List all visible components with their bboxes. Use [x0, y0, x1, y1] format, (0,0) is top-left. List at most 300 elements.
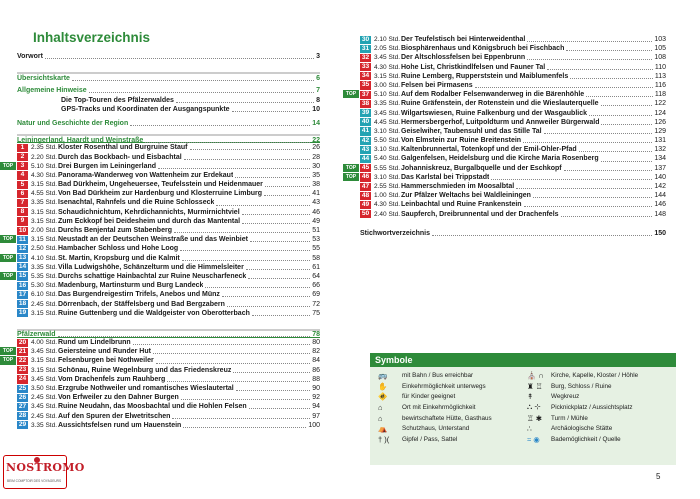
- toc-entry[interactable]: [360, 229, 666, 238]
- toc-entry-page: 3: [316, 53, 320, 60]
- tour-duration: 2.40 Std.: [374, 210, 401, 218]
- tour-entry[interactable]: [360, 81, 666, 90]
- spacer: [17, 61, 320, 66]
- tour-title: Hohe List, Christkindlfelsen und Fauner Tal: [401, 63, 546, 71]
- tour-duration: 3.45 Std.: [374, 109, 401, 117]
- tour-title: Zur Pfälzer Weltachs bei Waldleiningen: [401, 192, 531, 200]
- tour-page: 140: [654, 173, 666, 181]
- tour-number-badge: 1: [17, 144, 28, 152]
- tour-entry[interactable]: [360, 136, 666, 145]
- tour-entry[interactable]: [17, 198, 320, 207]
- tour-title: St. Martin, Kropsburg und die Kalmit: [58, 254, 180, 262]
- toc-entry-page: 22: [312, 136, 320, 144]
- leader-dots: [586, 96, 653, 97]
- tour-duration: 5.30 Std.: [31, 282, 58, 290]
- tour-page: 53: [312, 236, 320, 244]
- leader-dots: [544, 133, 653, 134]
- symbol-item: [523, 370, 672, 381]
- leader-dots: [176, 102, 314, 103]
- leader-dots: [524, 206, 653, 207]
- tour-entry[interactable]: [17, 421, 320, 430]
- tower-icon: ♖ ✱: [527, 413, 543, 423]
- tour-page: 108: [654, 54, 666, 62]
- tour-page: 49: [312, 217, 320, 225]
- tour-entry[interactable]: [2, 162, 320, 171]
- tour-entry[interactable]: [17, 393, 320, 402]
- symbol-item: [374, 370, 523, 381]
- leader-dots: [72, 80, 314, 81]
- tour-title: Panorama-Wanderweg von Wattenheim zur Erdekaut: [58, 171, 234, 179]
- symbol-label: Bademöglichkeit / Quelle: [551, 435, 621, 443]
- tour-entry[interactable]: [2, 254, 320, 263]
- toc-entry-label: Die Top-Touren des Pfälzerwaldes: [61, 96, 174, 104]
- tour-entry[interactable]: [17, 309, 320, 318]
- tour-number-badge: 9: [17, 217, 28, 225]
- shelter-icon: ⛺: [378, 424, 388, 434]
- leader-dots: [432, 235, 652, 236]
- tour-entry[interactable]: [17, 171, 320, 180]
- tour-entry[interactable]: [17, 338, 320, 347]
- tour-number-badge: 49: [361, 200, 370, 208]
- tour-page: 26: [312, 144, 320, 152]
- tour-page: 30: [312, 162, 320, 170]
- tour-page: 110: [654, 63, 666, 71]
- symbol-label: Archäologische Stätte: [551, 425, 613, 433]
- toc-entry[interactable]: [17, 72, 320, 81]
- tour-entry[interactable]: [360, 35, 666, 44]
- tour-duration: 5.35 Std.: [31, 272, 58, 280]
- tour-number-badge: 20: [18, 338, 27, 346]
- tour-number-badge: 25: [18, 384, 27, 392]
- tour-duration: 5.50 Std.: [374, 137, 401, 145]
- tour-page: 124: [654, 109, 666, 117]
- tour-entry[interactable]: [345, 173, 666, 182]
- tour-title: Durchs schattige Hainbachtal zur Ruine Neuscharfeneck: [58, 272, 247, 280]
- tour-page: 69: [312, 291, 320, 299]
- tour-number-badge: 33: [361, 63, 370, 71]
- tour-title: Neustadt an der Deutschen Weinstraße und das Weinbiet: [58, 236, 248, 244]
- tour-page: 94: [312, 403, 320, 411]
- tour-number-badge: 27: [18, 402, 27, 410]
- tour-number-badge: 26: [18, 393, 27, 401]
- leader-dots: [190, 149, 311, 150]
- tour-page: 80: [312, 339, 320, 347]
- spacer: [17, 318, 320, 323]
- tour-duration: 3.15 Std.: [374, 72, 401, 80]
- toc-entry-label: Leiningerland, Haardt und Weinstraße: [17, 136, 144, 144]
- tour-entry[interactable]: [360, 127, 666, 136]
- symbol-label: bewirtschaftete Hütte, Gasthaus: [402, 414, 492, 422]
- tour-number-badge: 3: [17, 162, 28, 170]
- page-number: 5: [656, 472, 661, 481]
- tour-entry[interactable]: [17, 189, 320, 198]
- leader-dots: [527, 41, 652, 42]
- leader-dots: [174, 232, 310, 233]
- logo-tagline: BEIM COMPTOIR DES VOYAGEURS: [7, 479, 62, 483]
- toc-entry[interactable]: [17, 86, 320, 95]
- tour-entry[interactable]: [360, 182, 666, 191]
- tour-number-badge: 2: [17, 153, 28, 161]
- symbol-item: [523, 434, 672, 445]
- tour-entry[interactable]: [2, 356, 320, 365]
- tour-duration: 2.05 Std.: [374, 45, 401, 53]
- tour-number-badge: 42: [361, 136, 370, 144]
- leader-dots: [242, 214, 311, 215]
- leader-dots: [130, 125, 310, 126]
- tour-entry[interactable]: [2, 272, 320, 281]
- tour-duration: 3.15 Std.: [31, 208, 58, 216]
- tour-title: Geiersteine und Runder Hut: [58, 348, 151, 356]
- tour-duration: 3.00 Std.: [374, 81, 401, 89]
- tour-entry[interactable]: [17, 375, 320, 384]
- tour-number-badge: 6: [17, 190, 28, 198]
- tour-title: Erzgrube Nothweiler und romantisches Wieslautertal: [58, 385, 234, 392]
- tour-entry[interactable]: [17, 281, 320, 290]
- tour-page: 55: [312, 245, 320, 253]
- tour-page: 100: [308, 421, 320, 429]
- tour-title: Isenachtal, Rahnfels und die Ruine Schlosseck: [58, 199, 215, 207]
- leader-dots: [579, 151, 653, 152]
- leader-dots: [475, 87, 653, 88]
- tour-title: Drei Burgen im Leiningerland: [58, 162, 157, 170]
- tour-entry[interactable]: [17, 402, 320, 411]
- tour-duration: 3.15 Std.: [31, 366, 58, 374]
- leader-dots: [181, 399, 310, 400]
- swim-icon: ≈ ◉: [527, 434, 540, 444]
- tour-page: 84: [312, 357, 320, 365]
- tour-page: 41: [312, 190, 320, 198]
- toc-entry[interactable]: [17, 134, 320, 143]
- tour-page: 118: [654, 91, 666, 99]
- leader-dots: [250, 241, 310, 242]
- tour-title: Durch das Bockbach- und Eisbachtal: [58, 153, 182, 161]
- tour-number-badge: 34: [361, 72, 370, 80]
- tour-entry[interactable]: [17, 208, 320, 217]
- tour-page: 134: [654, 155, 666, 163]
- tour-entry[interactable]: [17, 384, 320, 393]
- leader-dots: [182, 260, 310, 261]
- symbol-label: Kirche, Kapelle, Kloster / Höhle: [551, 371, 639, 379]
- tour-entry[interactable]: [360, 154, 666, 163]
- toc-entry-page: 10: [312, 105, 320, 113]
- tour-duration: 3.45 Std.: [374, 54, 401, 62]
- tour-number-badge: 50: [361, 210, 370, 218]
- top-tour-badge: TOP: [0, 347, 16, 355]
- tour-number-badge: 43: [361, 145, 370, 153]
- top-tour-badge: TOP: [0, 272, 16, 280]
- toc-entry-label: Übersichtskarte: [17, 75, 70, 83]
- symbol-item: [374, 423, 523, 434]
- leader-dots: [233, 372, 310, 373]
- tour-title: Schönau, Ruine Wegelnburg und das Friedenskreuz: [58, 366, 232, 374]
- tour-duration: 3.35 Std.: [31, 263, 58, 271]
- tour-number-badge: 45: [361, 164, 370, 172]
- tour-title: Wilgartswiesen, Ruine Falkenburg und der Wasgaublick: [401, 109, 587, 117]
- toc-entry-label: Natur und Geschichte der Region: [17, 119, 129, 127]
- symbol-item: [523, 402, 672, 413]
- tour-entry[interactable]: [17, 300, 320, 309]
- toc-entry-label: Vorwort: [17, 53, 43, 60]
- tour-title: Ruine Guttenberg und die Waldgeister von Oberotterbach: [58, 309, 250, 317]
- tour-entry[interactable]: [360, 63, 666, 72]
- tour-page: 75: [312, 309, 320, 317]
- hut-icon: ⌂: [378, 413, 383, 423]
- tour-page: 86: [312, 366, 320, 374]
- tour-number-badge: 19: [18, 309, 27, 317]
- symbol-item: [523, 423, 672, 434]
- tour-number-badge: 40: [361, 118, 370, 126]
- tour-page: 82: [312, 348, 320, 356]
- page-title: Inhaltsverzeichnis: [33, 30, 151, 45]
- tour-title: Galgenfelsen, Heidelsburg und die Kirche Maria Rosenberg: [401, 155, 599, 163]
- child-icon: 🚸: [378, 392, 388, 402]
- tour-duration: 3.50 Std.: [31, 385, 58, 392]
- symbol-label: Burg, Schloss / Ruine: [551, 382, 612, 390]
- tour-duration: 3.15 Std.: [31, 309, 58, 317]
- symbol-item: [374, 434, 523, 445]
- tour-entry[interactable]: [17, 180, 320, 189]
- leader-dots: [248, 278, 310, 279]
- tour-page: 72: [312, 300, 320, 308]
- archaeology-icon: ∴: [527, 424, 532, 434]
- symbol-label: Wegkreuz: [551, 393, 580, 401]
- top-tour-badge: TOP: [0, 254, 16, 262]
- tour-title: Der Teufelstisch bei Hinterweidenthal: [401, 36, 526, 43]
- tour-duration: 3.10 Std.: [374, 146, 401, 154]
- tour-duration: 3.45 Std.: [31, 403, 58, 411]
- tour-entry[interactable]: [360, 53, 666, 62]
- tour-entry[interactable]: [17, 263, 320, 272]
- tour-title: Vom Drachenfels zum Rauhberg: [58, 375, 166, 383]
- toc-right-column: [345, 35, 666, 238]
- tour-title: Hermersbergerhof, Luitpoldturm und Annweiler Bürgerwald: [401, 118, 600, 126]
- tour-entry[interactable]: [345, 164, 666, 173]
- symbol-label: Gipfel / Pass, Sattel: [402, 435, 458, 443]
- toc-entry[interactable]: [17, 105, 320, 114]
- signpost-icon: ↟: [527, 392, 534, 402]
- tour-page: 126: [654, 118, 666, 126]
- leader-dots: [183, 427, 306, 428]
- tour-duration: 2.45 Std.: [31, 300, 58, 308]
- tour-entry[interactable]: [360, 44, 666, 53]
- leader-dots: [265, 186, 310, 187]
- tour-entry[interactable]: [17, 226, 320, 235]
- toc-entry[interactable]: [17, 52, 320, 61]
- tour-number-badge: 38: [361, 99, 370, 107]
- leader-dots: [249, 408, 311, 409]
- tour-entry[interactable]: [360, 145, 666, 154]
- tour-number-badge: 10: [18, 226, 27, 234]
- tour-number-badge: 39: [361, 109, 370, 116]
- leader-dots: [167, 381, 310, 382]
- toc-entry-label: Pfälzerwald: [17, 331, 56, 339]
- top-tour-badge: TOP: [0, 356, 16, 364]
- toc-entry-page: 6: [316, 75, 320, 83]
- tour-page: 51: [312, 227, 320, 234]
- tour-duration: 4.45 Std.: [374, 118, 401, 126]
- leader-dots: [153, 353, 310, 354]
- tour-title: Von Bad Dürkheim zur Hardenburg und Klosterruine Limburg: [58, 190, 263, 198]
- leader-dots: [232, 111, 311, 112]
- tour-title: Saupferch, Dreibrunnental und der Drachenfels: [401, 210, 559, 218]
- symbol-item: [523, 391, 672, 402]
- tour-number-badge: 41: [361, 127, 370, 135]
- leader-dots: [589, 115, 652, 116]
- top-tour-badge: TOP: [0, 162, 16, 170]
- tour-entry[interactable]: [17, 290, 320, 299]
- tour-entry[interactable]: [345, 90, 666, 99]
- tour-duration: 2.00 Std.: [31, 227, 58, 234]
- tour-page: 66: [312, 282, 320, 290]
- tour-duration: 5.55 Std.: [374, 164, 401, 172]
- tour-duration: 1.00 Std.: [374, 192, 401, 200]
- tour-duration: 2.10 Std.: [374, 36, 401, 43]
- tour-duration: 2.45 Std.: [31, 394, 58, 402]
- toc-entry-label: Stichwortverzeichnis: [360, 229, 431, 237]
- tour-duration: 2.35 Std.: [31, 144, 58, 152]
- tour-title: Leinbachtal und Ruine Frankenstein: [401, 201, 522, 209]
- symbol-label: Schutzhaus, Unterstand: [402, 425, 470, 433]
- tour-page: 92: [312, 394, 320, 402]
- tour-entry[interactable]: [360, 191, 666, 200]
- tour-duration: 2.50 Std.: [31, 245, 58, 253]
- leader-dots: [601, 105, 653, 106]
- tour-duration: 2.45 Std.: [31, 412, 58, 420]
- toc-entry[interactable]: [17, 119, 320, 128]
- tour-number-badge: 15: [18, 272, 27, 280]
- tour-duration: 4.30 Std.: [31, 171, 58, 179]
- tour-title: Rund um Lindelbrunn: [58, 339, 131, 347]
- leader-dots: [227, 306, 310, 307]
- tour-page: 46: [312, 208, 320, 216]
- tour-entry[interactable]: [2, 235, 320, 244]
- tour-title: Johanniskreuz, Burgalbquelle und der Eschkopf: [401, 164, 562, 172]
- tour-title: Durchs Benjental zum Stabenberg: [58, 227, 172, 234]
- tour-page: 116: [654, 81, 666, 89]
- symbol-label: Ort mit Einkehrmöglichkeit: [402, 403, 476, 411]
- tour-number-badge: 13: [18, 254, 27, 262]
- symbols-grid: [370, 367, 676, 448]
- church-icon: ⛪ ∩: [527, 370, 544, 380]
- tour-number-badge: 11: [17, 236, 28, 244]
- tour-duration: 4.00 Std.: [31, 339, 58, 347]
- leader-dots: [236, 390, 310, 391]
- tour-duration: 4.55 Std.: [31, 190, 58, 198]
- train-bus-icon: 🚌: [378, 370, 388, 380]
- tour-number-badge: 46: [361, 173, 370, 181]
- tour-number-badge: 30: [361, 35, 370, 43]
- tour-page: 132: [654, 146, 666, 154]
- tour-entry[interactable]: [360, 200, 666, 209]
- tour-entry[interactable]: [17, 412, 320, 421]
- tour-page: 129: [654, 127, 666, 135]
- tour-duration: 3.10 Std.: [374, 173, 401, 181]
- nostromo-logo: [3, 455, 85, 489]
- leader-dots: [89, 92, 314, 93]
- tour-page: 131: [654, 137, 666, 145]
- tour-number-badge: 7: [17, 199, 28, 207]
- symbols-heading: Symbole: [370, 353, 676, 367]
- tour-entry[interactable]: [360, 99, 666, 108]
- stop-icon: ✋: [378, 381, 388, 391]
- tour-entry[interactable]: [17, 153, 320, 162]
- tour-duration: 3.10 Std.: [374, 127, 401, 135]
- leader-dots: [184, 159, 311, 160]
- toc-entry[interactable]: [17, 96, 320, 105]
- tour-number-badge: 5: [17, 181, 28, 189]
- leader-dots: [45, 58, 314, 59]
- tour-title: Ruine Lemberg, Rupperststein und Maiblumenfels: [401, 72, 569, 80]
- symbol-item: [523, 381, 672, 392]
- tour-entry[interactable]: [360, 72, 666, 81]
- tour-page: 43: [312, 199, 320, 207]
- tour-duration: 5.10 Std.: [374, 91, 401, 99]
- tour-page: 88: [312, 375, 320, 383]
- leader-dots: [491, 179, 652, 180]
- tour-duration: 3.15 Std.: [31, 357, 58, 365]
- tour-page: 28: [312, 153, 320, 161]
- leader-dots: [547, 69, 653, 70]
- toc-entry[interactable]: [17, 329, 320, 338]
- tour-page: 144: [654, 192, 666, 200]
- tour-duration: 4.10 Std.: [31, 254, 58, 262]
- tour-entry[interactable]: [360, 210, 666, 219]
- tour-entry[interactable]: [17, 143, 320, 152]
- tour-page: 122: [654, 100, 666, 108]
- tour-title: Auf dem Rodalber Felsenwanderweg in die Bärenhöhle: [401, 91, 585, 99]
- leader-dots: [172, 418, 310, 419]
- tour-page: 142: [654, 183, 666, 190]
- tour-number-badge: 17: [18, 290, 27, 298]
- leader-dots: [158, 168, 310, 169]
- tour-title: Von Erfweiler zu den Dahner Burgen: [58, 394, 179, 402]
- tour-entry[interactable]: [360, 118, 666, 127]
- tour-number-badge: 18: [18, 300, 27, 307]
- symbol-label: Einkehrmöglichkeit unterwegs: [402, 382, 486, 390]
- tour-title: Hammerschmieden im Moosalbtal: [401, 183, 515, 190]
- top-tour-badge: TOP: [343, 90, 359, 98]
- leader-dots: [235, 177, 310, 178]
- tour-entry[interactable]: [17, 217, 320, 226]
- tour-page: 137: [654, 164, 666, 172]
- toc-entry-page: 7: [316, 87, 320, 95]
- tour-duration: 4.30 Std.: [374, 201, 401, 209]
- tour-duration: 2.55 Std.: [374, 183, 401, 190]
- tour-entry[interactable]: [17, 244, 320, 253]
- leader-dots: [180, 250, 310, 251]
- tour-duration: 3.15 Std.: [31, 181, 58, 189]
- tour-duration: 3.35 Std.: [31, 421, 58, 429]
- tour-number-badge: 16: [18, 281, 27, 289]
- tour-entry[interactable]: [2, 347, 320, 356]
- tour-number-badge: 35: [361, 81, 370, 89]
- tour-title: Auf den Spuren der Elwetritschen: [58, 412, 171, 420]
- leader-dots: [566, 50, 652, 51]
- symbol-item: [374, 391, 523, 402]
- tour-entry[interactable]: [360, 109, 666, 118]
- tour-page: 97: [312, 412, 320, 420]
- symbol-label: für Kinder geeignet: [402, 393, 456, 401]
- tour-title: Dörrenbach, der Stäffelsberg und Bad Bergzabern: [58, 300, 225, 308]
- leader-dots: [216, 205, 310, 206]
- tour-number-badge: 44: [361, 154, 370, 162]
- tour-title: Kaltenbrunnertal, Totenkopf und der Emil-Ohler-Pfad: [401, 146, 577, 154]
- tour-page: 61: [312, 263, 320, 271]
- leader-dots: [252, 315, 310, 316]
- tour-entry[interactable]: [17, 366, 320, 375]
- tour-number-badge: 12: [18, 244, 27, 252]
- tour-title: Schaudichnichtum, Kehrdichannichts, Murmirnichtviel: [58, 208, 240, 216]
